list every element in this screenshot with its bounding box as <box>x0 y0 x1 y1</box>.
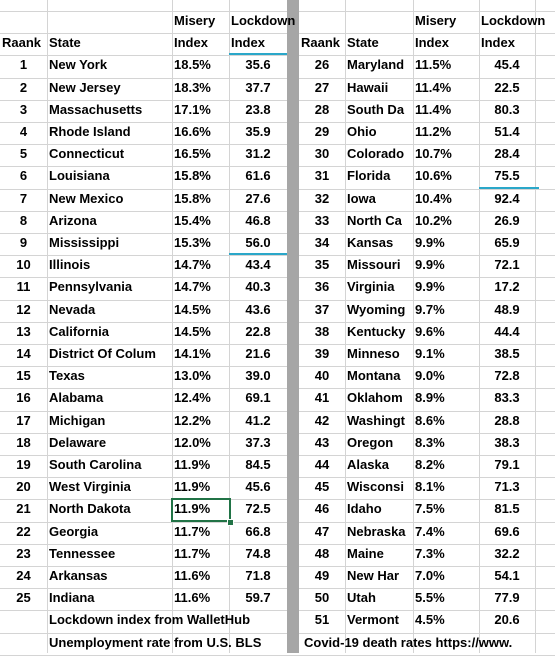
left-lockdown-cell[interactable]: 43.6 <box>245 302 271 317</box>
left-misery-cell[interactable]: 15.4% <box>174 213 211 228</box>
right-lockdown-cell[interactable]: 71.3 <box>494 479 520 494</box>
right-misery-cell[interactable]: 9.0% <box>415 368 445 383</box>
left-rank-cell[interactable]: 21 <box>16 501 31 516</box>
right-lockdown-cell[interactable]: 17.2 <box>494 279 520 294</box>
right-misery-cell[interactable]: 8.6% <box>415 413 445 428</box>
right-lockdown-cell[interactable]: 83.3 <box>494 390 520 405</box>
left-misery-cell[interactable]: 14.7% <box>174 257 211 272</box>
left-rank-cell[interactable]: 7 <box>19 191 28 206</box>
left-lockdown-cell[interactable]: 45.6 <box>245 479 271 494</box>
left-rank-cell[interactable]: 11 <box>16 279 31 294</box>
left-misery-cell[interactable]: 11.9% <box>174 501 211 516</box>
right-rank-cell[interactable]: 34 <box>314 235 330 250</box>
right-lockdown-cell[interactable]: 77.9 <box>494 590 520 605</box>
right-lockdown-cell[interactable]: 28.8 <box>494 413 520 428</box>
left-lockdown-cell[interactable]: 37.7 <box>245 80 271 95</box>
right-lockdown-cell[interactable]: 22.5 <box>494 80 520 95</box>
left-rank-cell[interactable]: 4 <box>19 124 28 139</box>
right-state-cell[interactable]: Missouri <box>347 257 401 272</box>
left-misery-cell[interactable]: 14.5% <box>174 324 211 339</box>
right-lockdown-cell[interactable]: 44.4 <box>494 324 520 339</box>
left-lockdown-cell[interactable]: 39.0 <box>245 368 271 383</box>
right-rank-cell[interactable]: 37 <box>314 302 330 317</box>
note-covid-source[interactable]: Covid-19 death rates https://www. <box>304 635 513 650</box>
header-state-right[interactable]: State <box>347 35 379 50</box>
right-rank-cell[interactable]: 48 <box>314 546 330 561</box>
right-state-cell[interactable]: Iowa <box>347 191 376 206</box>
right-rank-cell[interactable]: 46 <box>314 501 330 516</box>
right-misery-cell[interactable]: 8.3% <box>415 435 445 450</box>
left-rank-cell[interactable]: 3 <box>19 102 28 117</box>
right-rank-cell[interactable]: 44 <box>314 457 330 472</box>
left-rank-cell[interactable]: 24 <box>16 568 31 583</box>
left-state-cell[interactable]: West Virginia <box>49 479 131 494</box>
right-state-cell[interactable]: Hawaii <box>347 80 389 95</box>
right-state-cell[interactable]: Virginia <box>347 279 395 294</box>
left-misery-cell[interactable]: 16.6% <box>174 124 211 139</box>
left-state-cell[interactable]: Arkansas <box>49 568 108 583</box>
right-state-cell[interactable]: Nebraska <box>347 524 406 539</box>
right-state-cell[interactable]: Wisconsi <box>347 479 404 494</box>
right-lockdown-cell[interactable]: 80.3 <box>494 102 520 117</box>
left-misery-cell[interactable]: 12.2% <box>174 413 211 428</box>
right-state-cell[interactable]: Utah <box>347 590 376 605</box>
left-misery-cell[interactable]: 11.7% <box>174 546 211 561</box>
left-misery-cell[interactable]: 11.6% <box>174 568 211 583</box>
left-state-cell[interactable]: California <box>49 324 109 339</box>
right-misery-cell[interactable]: 9.6% <box>415 324 445 339</box>
left-rank-cell[interactable]: 19 <box>16 457 31 472</box>
right-misery-cell[interactable]: 11.4% <box>415 102 452 117</box>
right-lockdown-cell[interactable]: 28.4 <box>494 146 520 161</box>
left-lockdown-cell[interactable]: 43.4 <box>245 257 271 272</box>
left-lockdown-cell[interactable]: 37.3 <box>245 435 271 450</box>
left-state-cell[interactable]: Illinois <box>49 257 91 272</box>
left-rank-cell[interactable]: 1 <box>19 57 28 72</box>
right-misery-cell[interactable]: 8.2% <box>415 457 445 472</box>
left-state-cell[interactable]: Rhode Island <box>49 124 131 139</box>
left-lockdown-cell[interactable]: 74.8 <box>245 546 271 561</box>
left-rank-cell[interactable]: 14 <box>16 346 31 361</box>
right-state-cell[interactable]: Alaska <box>347 457 389 472</box>
right-misery-cell[interactable]: 11.4% <box>415 80 452 95</box>
right-rank-cell[interactable]: 39 <box>314 346 330 361</box>
right-state-cell[interactable]: Minneso <box>347 346 400 361</box>
underline-florida <box>479 187 539 189</box>
right-misery-cell[interactable]: 8.9% <box>415 390 445 405</box>
header-misery-index-left[interactable]: Index <box>174 35 208 50</box>
left-state-cell[interactable]: Connecticut <box>49 146 125 161</box>
right-rank-cell[interactable]: 42 <box>314 413 330 428</box>
left-misery-cell[interactable]: 11.6% <box>174 590 211 605</box>
right-lockdown-cell[interactable]: 45.4 <box>494 57 520 72</box>
header-lockdown-top-left[interactable]: Lockdown <box>231 13 296 28</box>
right-rank-cell[interactable]: 43 <box>314 435 330 450</box>
left-lockdown-cell[interactable]: 23.8 <box>245 102 271 117</box>
right-lockdown-cell[interactable]: 65.9 <box>494 235 520 250</box>
right-state-cell[interactable]: Wyoming <box>347 302 406 317</box>
left-state-cell[interactable]: Alabama <box>49 390 104 405</box>
last-right-state-cell[interactable]: Vermont <box>347 612 400 627</box>
last-right-misery-cell[interactable]: 4.5% <box>415 612 445 627</box>
right-lockdown-cell[interactable]: 38.3 <box>494 435 520 450</box>
left-misery-cell[interactable]: 11.7% <box>174 524 211 539</box>
left-lockdown-cell[interactable]: 46.8 <box>245 213 271 228</box>
left-misery-cell[interactable]: 14.5% <box>174 302 211 317</box>
left-rank-cell[interactable]: 16 <box>16 390 31 405</box>
header-rank-right[interactable]: Raank <box>301 35 341 50</box>
right-lockdown-cell[interactable]: 79.1 <box>494 457 520 472</box>
right-state-cell[interactable]: North Ca <box>347 213 402 228</box>
left-rank-cell[interactable]: 22 <box>16 524 31 539</box>
header-rank-left[interactable]: Raank <box>2 35 42 50</box>
right-state-cell[interactable]: Oklahom <box>347 390 403 405</box>
right-lockdown-cell[interactable]: 69.6 <box>494 524 520 539</box>
right-rank-cell[interactable]: 50 <box>314 590 330 605</box>
left-misery-cell[interactable]: 12.0% <box>174 435 211 450</box>
left-state-cell[interactable]: Nevada <box>49 302 96 317</box>
left-misery-cell[interactable]: 11.9% <box>174 479 211 494</box>
right-state-cell[interactable]: Maine <box>347 546 384 561</box>
left-lockdown-cell[interactable]: 69.1 <box>245 390 271 405</box>
header-misery-top-right[interactable]: Misery <box>415 13 457 28</box>
right-misery-cell[interactable]: 7.3% <box>415 546 445 561</box>
right-misery-cell[interactable]: 11.2% <box>415 124 452 139</box>
last-right-lockdown-cell[interactable]: 20.6 <box>494 612 520 627</box>
header-state-left[interactable]: State <box>49 35 81 50</box>
right-misery-cell[interactable]: 10.7% <box>415 146 452 161</box>
right-lockdown-cell[interactable]: 92.4 <box>494 191 520 206</box>
left-rank-cell[interactable]: 15 <box>16 368 31 383</box>
left-state-cell[interactable]: Louisiana <box>49 168 110 183</box>
right-rank-cell[interactable]: 41 <box>314 390 330 405</box>
left-state-cell[interactable]: Indiana <box>49 590 95 605</box>
fill-handle[interactable] <box>227 519 234 526</box>
right-misery-cell[interactable]: 8.1% <box>415 479 445 494</box>
left-lockdown-cell[interactable]: 84.5 <box>245 457 271 472</box>
left-lockdown-cell[interactable]: 56.0 <box>245 235 271 250</box>
right-rank-cell[interactable]: 30 <box>314 146 330 161</box>
right-state-cell[interactable]: South Da <box>347 102 405 117</box>
left-lockdown-cell[interactable]: 35.6 <box>245 57 271 72</box>
right-misery-cell[interactable]: 9.9% <box>415 257 445 272</box>
right-rank-cell[interactable]: 40 <box>314 368 330 383</box>
right-state-cell[interactable]: Florida <box>347 168 391 183</box>
left-misery-cell[interactable]: 13.0% <box>174 368 211 383</box>
grid-vline <box>535 0 536 653</box>
right-lockdown-cell[interactable]: 72.1 <box>494 257 520 272</box>
left-rank-cell[interactable]: 25 <box>16 590 31 605</box>
right-lockdown-cell[interactable]: 75.5 <box>494 168 520 183</box>
left-lockdown-cell[interactable]: 27.6 <box>245 191 271 206</box>
right-misery-cell[interactable]: 7.0% <box>415 568 445 583</box>
left-lockdown-cell[interactable]: 41.2 <box>245 413 271 428</box>
right-rank-cell[interactable]: 33 <box>314 213 330 228</box>
left-state-cell[interactable]: Delaware <box>49 435 107 450</box>
column-separator <box>287 0 299 653</box>
left-misery-cell[interactable]: 15.8% <box>174 168 211 183</box>
left-rank-cell[interactable]: 6 <box>19 168 28 183</box>
left-rank-cell[interactable]: 23 <box>16 546 31 561</box>
header-misery-index-right[interactable]: Index <box>415 35 449 50</box>
left-misery-cell[interactable]: 16.5% <box>174 146 211 161</box>
left-rank-cell[interactable]: 10 <box>16 257 31 272</box>
right-rank-cell[interactable]: 47 <box>314 524 330 539</box>
right-state-cell[interactable]: New Har <box>347 568 400 583</box>
note-unemployment-source[interactable]: Unemployment rate from U.S. BLS <box>49 635 262 650</box>
left-rank-cell[interactable]: 8 <box>19 213 28 228</box>
right-misery-cell[interactable]: 10.4% <box>415 191 452 206</box>
underline-lockdown-header <box>229 53 287 55</box>
left-state-cell[interactable]: New Jersey <box>49 80 121 95</box>
right-rank-cell[interactable]: 29 <box>314 124 330 139</box>
right-state-cell[interactable]: Maryland <box>347 57 405 72</box>
right-misery-cell[interactable]: 5.5% <box>415 590 445 605</box>
left-misery-cell[interactable]: 18.5% <box>174 57 211 72</box>
header-misery-top-left[interactable]: Misery <box>174 13 216 28</box>
right-state-cell[interactable]: Washingt <box>347 413 406 428</box>
left-lockdown-cell[interactable]: 21.6 <box>245 346 271 361</box>
left-misery-cell[interactable]: 18.3% <box>174 80 211 95</box>
header-lockdown-index-right[interactable]: Index <box>481 35 515 50</box>
right-lockdown-cell[interactable]: 38.5 <box>494 346 520 361</box>
right-rank-cell[interactable]: 45 <box>314 479 330 494</box>
right-state-cell[interactable]: Idaho <box>347 501 382 516</box>
left-state-cell[interactable]: Arizona <box>49 213 97 228</box>
right-rank-cell[interactable]: 35 <box>314 257 330 272</box>
left-lockdown-cell[interactable]: 61.6 <box>245 168 271 183</box>
right-misery-cell[interactable]: 9.7% <box>415 302 445 317</box>
left-lockdown-cell[interactable]: 72.5 <box>245 501 271 516</box>
right-lockdown-cell[interactable]: 54.1 <box>494 568 520 583</box>
left-misery-cell[interactable]: 12.4% <box>174 390 211 405</box>
right-lockdown-cell[interactable]: 48.9 <box>494 302 520 317</box>
left-rank-cell[interactable]: 18 <box>16 435 31 450</box>
left-rank-cell[interactable]: 20 <box>16 479 31 494</box>
left-lockdown-cell[interactable]: 59.7 <box>245 590 271 605</box>
right-rank-cell[interactable]: 49 <box>314 568 330 583</box>
left-lockdown-cell[interactable]: 40.3 <box>245 279 271 294</box>
right-rank-cell[interactable]: 32 <box>314 191 330 206</box>
right-rank-cell[interactable]: 26 <box>314 57 330 72</box>
right-state-cell[interactable]: Kansas <box>347 235 394 250</box>
underline-mississippi <box>229 253 287 255</box>
left-lockdown-cell[interactable]: 71.8 <box>245 568 271 583</box>
left-state-cell[interactable]: Pennsylvania <box>49 279 133 294</box>
left-state-cell[interactable]: North Dakota <box>49 501 131 516</box>
left-state-cell[interactable]: Tennessee <box>49 546 116 561</box>
left-misery-cell[interactable]: 15.8% <box>174 191 211 206</box>
right-state-cell[interactable]: Montana <box>347 368 401 383</box>
left-misery-cell[interactable]: 14.1% <box>174 346 211 361</box>
right-state-cell[interactable]: Kentucky <box>347 324 406 339</box>
right-rank-cell[interactable]: 38 <box>314 324 330 339</box>
last-right-rank-cell[interactable]: 51 <box>314 612 330 627</box>
right-state-cell[interactable]: Ohio <box>347 124 377 139</box>
left-lockdown-cell[interactable]: 66.8 <box>245 524 271 539</box>
left-rank-cell[interactable]: 12 <box>16 302 31 317</box>
right-state-cell[interactable]: Colorado <box>347 146 405 161</box>
left-misery-cell[interactable]: 17.1% <box>174 102 211 117</box>
right-lockdown-cell[interactable]: 32.2 <box>494 546 520 561</box>
right-misery-cell[interactable]: 9.9% <box>415 235 445 250</box>
left-lockdown-cell[interactable]: 22.8 <box>245 324 271 339</box>
right-misery-cell[interactable]: 7.4% <box>415 524 445 539</box>
right-misery-cell[interactable]: 11.5% <box>415 57 452 72</box>
left-lockdown-cell[interactable]: 31.2 <box>245 146 271 161</box>
left-rank-cell[interactable]: 5 <box>19 146 28 161</box>
left-state-cell[interactable]: New Mexico <box>49 191 124 206</box>
left-rank-cell[interactable]: 2 <box>19 80 28 95</box>
left-misery-cell[interactable]: 15.3% <box>174 235 211 250</box>
right-misery-cell[interactable]: 9.1% <box>415 346 445 361</box>
header-lockdown-top-right[interactable]: Lockdown <box>481 13 546 28</box>
right-rank-cell[interactable]: 28 <box>314 102 330 117</box>
note-lockdown-source[interactable]: Lockdown index from WalletHub <box>49 612 251 627</box>
right-misery-cell[interactable]: 10.6% <box>415 168 452 183</box>
right-rank-cell[interactable]: 36 <box>314 279 330 294</box>
right-state-cell[interactable]: Oregon <box>347 435 394 450</box>
left-rank-cell[interactable]: 9 <box>19 235 28 250</box>
left-state-cell[interactable]: Michigan <box>49 413 106 428</box>
right-misery-cell[interactable]: 7.5% <box>415 501 445 516</box>
left-state-cell[interactable]: District Of Colum <box>49 346 156 361</box>
left-state-cell[interactable]: Georgia <box>49 524 99 539</box>
right-lockdown-cell[interactable]: 81.5 <box>494 501 520 516</box>
left-rank-cell[interactable]: 13 <box>16 324 31 339</box>
left-state-cell[interactable]: South Carolina <box>49 457 142 472</box>
header-lockdown-index-left[interactable]: Index <box>231 35 265 50</box>
right-misery-cell[interactable]: 9.9% <box>415 279 445 294</box>
left-state-cell[interactable]: New York <box>49 57 108 72</box>
left-state-cell[interactable]: Massachusetts <box>49 102 143 117</box>
right-lockdown-cell[interactable]: 26.9 <box>494 213 520 228</box>
left-state-cell[interactable]: Mississippi <box>49 235 120 250</box>
left-rank-cell[interactable]: 17 <box>16 413 31 428</box>
left-misery-cell[interactable]: 11.9% <box>174 457 211 472</box>
right-lockdown-cell[interactable]: 51.4 <box>494 124 520 139</box>
right-rank-cell[interactable]: 31 <box>314 168 330 183</box>
right-lockdown-cell[interactable]: 72.8 <box>494 368 520 383</box>
right-misery-cell[interactable]: 10.2% <box>415 213 452 228</box>
left-lockdown-cell[interactable]: 35.9 <box>245 124 271 139</box>
left-state-cell[interactable]: Texas <box>49 368 85 383</box>
left-misery-cell[interactable]: 14.7% <box>174 279 211 294</box>
right-rank-cell[interactable]: 27 <box>314 80 330 95</box>
cell-selection-box[interactable] <box>171 498 231 522</box>
